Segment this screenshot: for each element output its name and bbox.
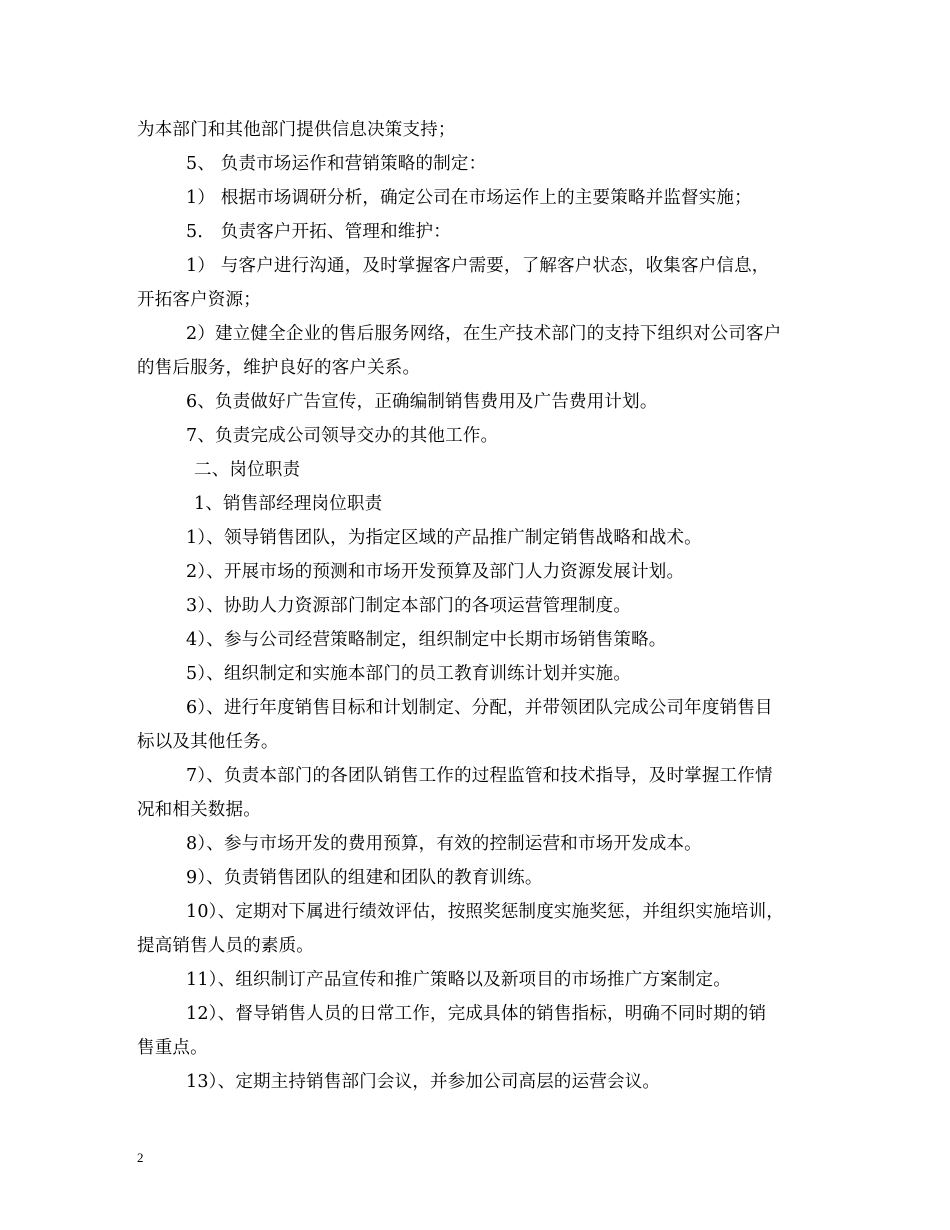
text-line-19: 标以及其他任务。 [137,732,279,752]
text-line-3: 1） 根据市场调研分析，确定公司在市场运作上的主要策略并监督实施； [186,188,752,208]
text-line-4: 5． 负责客户开拓、管理和维护： [186,222,451,242]
text-line-25: 提高销售人员的素质。 [137,936,314,956]
text-line-16: 4）、参与公司经营策略制定，组织制定中长期市场销售策略。 [186,630,667,650]
text-line-28: 售重点。 [137,1038,208,1058]
text-line-21: 况和相关数据。 [137,800,261,820]
text-line-15: 3）、协助人力资源部门制定本部门的各项运营管理制度。 [186,596,632,616]
text-line-26: 11）、组织制订产品宣传和推广策略以及新项目的市场推广方案制定。 [186,970,731,990]
text-line-6: 开拓客户资源； [137,290,261,310]
page-number: 2 [137,1150,144,1165]
subsection-heading: 1、销售部经理岗位职责 [194,494,383,514]
text-line-22: 8）、参与市场开发的费用预算，有效的控制运营和市场开发成本。 [186,834,702,854]
text-line-23: 9）、负责销售团队的组建和团队的教育训练。 [186,868,543,888]
text-line-2: 5、 负责市场运作和营销策略的制定： [186,154,487,174]
text-line-20: 7）、负责本部门的各团队销售工作的过程监管和技术指导，及时掌握工作情 [186,766,773,786]
section-heading: 二、岗位职责 [194,460,301,480]
text-line-14: 2）、开展市场的预测和市场开发预算及部门人力资源发展计划。 [186,562,685,582]
text-line-18: 6）、进行年度销售目标和计划制定、分配，并带领团队完成公司年度销售目 [186,698,773,718]
text-line-10: 7、负责完成公司领导交办的其他工作。 [186,426,499,446]
text-line-5: 1） 与客户进行沟通，及时掌握客户需要，了解客户状态，收集客户信息， [186,256,770,276]
text-line-13: 1）、领导销售团队，为指定区域的产品推广制定销售战略和战术。 [186,528,702,548]
text-line-29: 13）、定期主持销售部门会议，并参加公司高层的运营会议。 [186,1072,661,1092]
text-line-1: 为本部门和其他部门提供信息决策支持； [137,120,456,140]
text-line-24: 10）、定期对下属进行绩效评估，按照奖惩制度实施奖惩，并组织实施培训， [186,902,785,922]
text-line-27: 12）、督导销售人员的日常工作，完成具体的销售指标，明确不同时期的销 [186,1004,767,1024]
text-line-8: 的售后服务，维护良好的客户关系。 [137,358,421,378]
text-line-9: 6、负责做好广告宣传，正确编制销售费用及广告费用计划。 [186,392,658,412]
text-line-17: 5）、组织制定和实施本部门的员工教育训练计划并实施。 [186,664,632,684]
text-line-7: 2）建立健全企业的售后服务网络，在生产技术部门的支持下组织对公司客户 [186,324,782,344]
